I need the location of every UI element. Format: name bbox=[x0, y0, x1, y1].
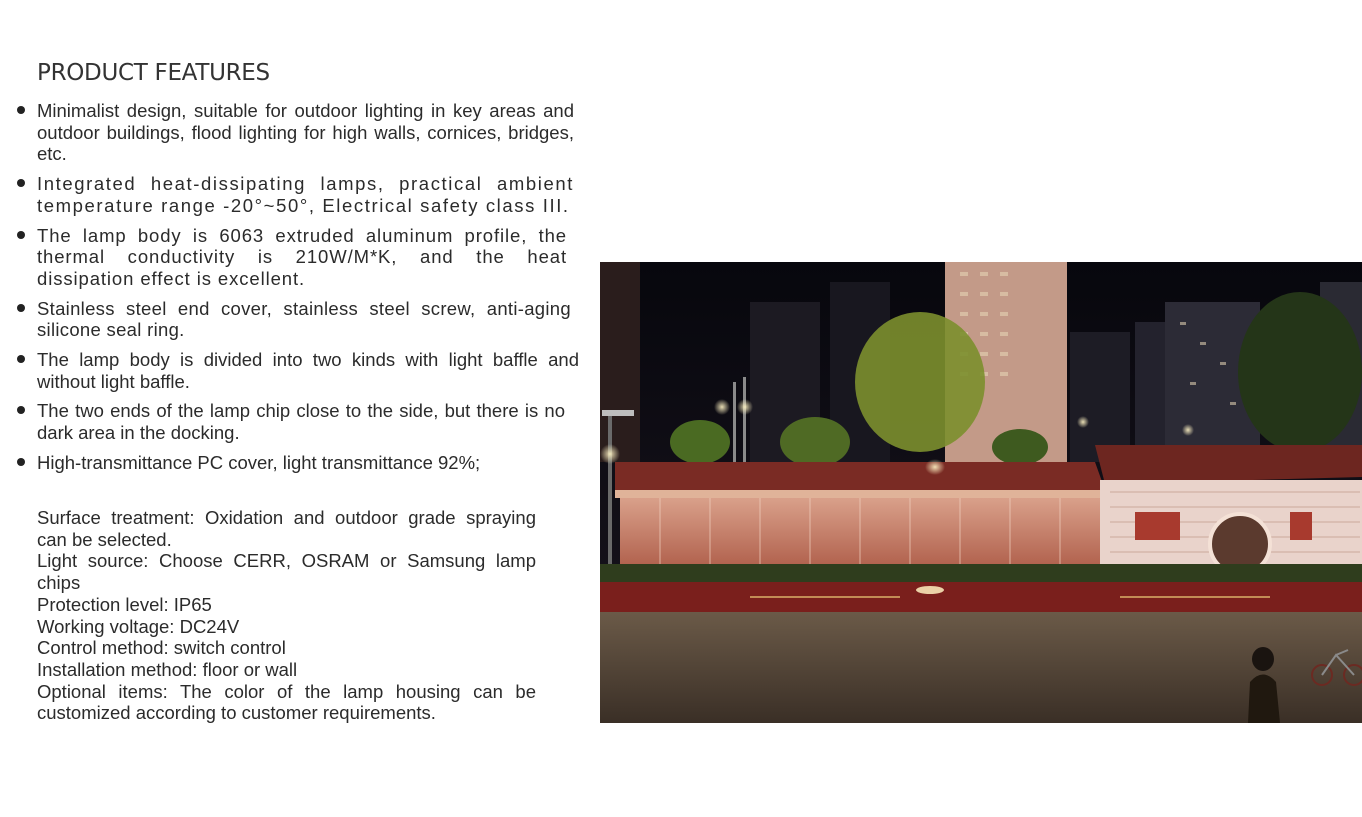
feature-text: The lamp body is 6063 extruded aluminum profile, the thermal conductivity is 210W/M*K, and the heat dissipation effect is excellent. bbox=[37, 224, 567, 289]
bullet-icon bbox=[17, 231, 25, 239]
paving bbox=[600, 612, 1362, 723]
night-scene-illustration bbox=[600, 262, 1362, 723]
feature-text: Integrated heat-dissipating lamps, practical ambient temperature range -20°~50°, Electrical safety class III. bbox=[37, 173, 574, 216]
feature-item bbox=[0, 349, 579, 392]
bullet-icon bbox=[17, 355, 25, 363]
feature-item bbox=[0, 400, 565, 443]
bullet-icon bbox=[17, 179, 25, 187]
feature-text: Minimalist design, suitable for outdoor lighting in key areas and outdoor buildings, flood lighting for high walls, cornices, bridges, etc. bbox=[37, 100, 574, 165]
feature-text: Stainless steel end cover, stainless steel screw, anti-aging silicone seal ring. bbox=[37, 297, 571, 341]
feature-item bbox=[0, 298, 571, 341]
feature-list bbox=[0, 100, 580, 482]
feature-item bbox=[0, 100, 574, 165]
bullet-icon bbox=[17, 458, 25, 466]
page-title: PRODUCT FEATURES bbox=[37, 60, 270, 86]
bullet-icon bbox=[17, 106, 25, 114]
feature-item bbox=[0, 225, 567, 290]
feature-item bbox=[0, 452, 577, 474]
spec-list bbox=[37, 507, 536, 724]
bullet-icon bbox=[17, 304, 25, 312]
feature-text: The lamp body is divided into two kinds with light baffle and without light baffle. bbox=[37, 349, 579, 392]
spec-protection-level: Protection level: IP65 bbox=[37, 593, 212, 615]
feature-item bbox=[0, 173, 574, 216]
feature-text: High-transmittance PC cover, light transmittance 92%; bbox=[37, 451, 481, 473]
feature-text: The two ends of the lamp chip close to the side, but there is no dark area in the docking. bbox=[37, 400, 565, 444]
spec-light-source: Light source: Choose CERR, OSRAM or Samsung lamp chips bbox=[37, 550, 536, 594]
spec-surface-treatment: Surface treatment: Oxidation and outdoor grade spraying can be selected. bbox=[37, 507, 536, 550]
building-left bbox=[600, 262, 640, 462]
night-pavilion-photo bbox=[600, 262, 1362, 723]
spec-control-method: Control method: switch control bbox=[37, 637, 286, 659]
bullet-icon bbox=[17, 406, 25, 414]
spec-working-voltage: Working voltage: DC24V bbox=[37, 615, 240, 637]
spec-optional-items: Optional items: The color of the lamp housing can be customized according to customer requirements. bbox=[37, 680, 536, 724]
spec-installation-method: Installation method: floor or wall bbox=[37, 658, 298, 680]
pavilion bbox=[615, 445, 1362, 580]
hedge bbox=[600, 564, 1362, 582]
